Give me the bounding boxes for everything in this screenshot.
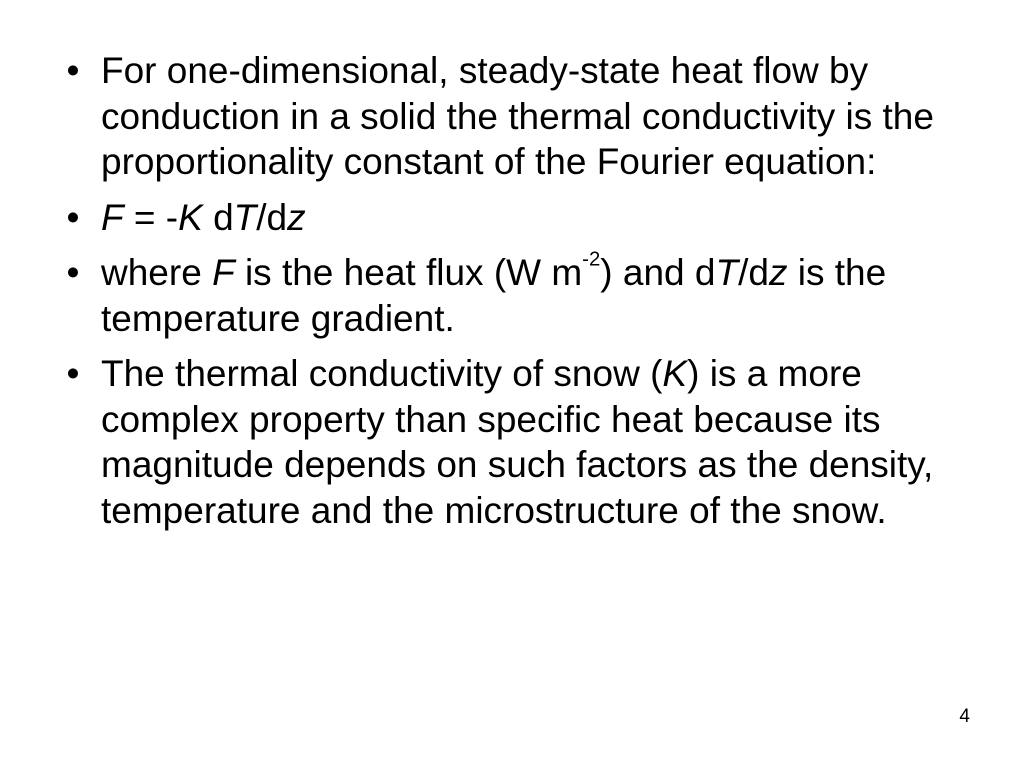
equation-equals-minus: = - <box>123 196 179 238</box>
slide-number: 4 <box>959 706 970 727</box>
bullet-snow-conductivity <box>58 351 978 533</box>
definition-and-d: ) and d <box>600 252 716 293</box>
depth-variable: z <box>287 196 306 238</box>
temperature-variable: T <box>715 252 739 293</box>
definition-gradient: is the temperature gradient. <box>101 252 887 339</box>
bullet-icon: • <box>66 50 80 91</box>
bullet-definitions <box>58 250 978 341</box>
bullet-list <box>58 48 978 543</box>
definition-slash-d: /d <box>738 252 769 293</box>
flux-variable: F <box>212 252 235 293</box>
snow-tail: ) is a more complex property than specific heat because its magnitude depends on such factors as the density, temperature and the microstructure of the snow. <box>101 353 934 531</box>
unit-exponent: -2 <box>582 248 601 271</box>
temperature-variable: T <box>233 196 257 238</box>
bullet-text: For one-dimensional, steady-state heat flow by conduction in a solid the thermal conductivity is the proportionality constant of the Fourier equation: <box>101 50 934 182</box>
equation-d: d <box>202 196 234 238</box>
bullet-fourier-equation <box>58 195 978 241</box>
bullet-icon: • <box>66 353 80 394</box>
bullet-icon: • <box>66 196 80 238</box>
snow-lead: The thermal conductivity of snow ( <box>101 353 663 394</box>
conductivity-variable: K <box>662 353 688 394</box>
conductivity-variable: K <box>178 196 203 238</box>
bullet-icon: • <box>66 252 80 293</box>
bullet-fourier-intro <box>58 48 978 185</box>
definition-where: where <box>101 252 213 293</box>
depth-variable: z <box>768 252 788 293</box>
flux-variable: F <box>101 196 124 238</box>
definition-heat-flux: is the heat flux (W m <box>234 252 583 293</box>
equation-slash-d: /d <box>256 196 288 238</box>
